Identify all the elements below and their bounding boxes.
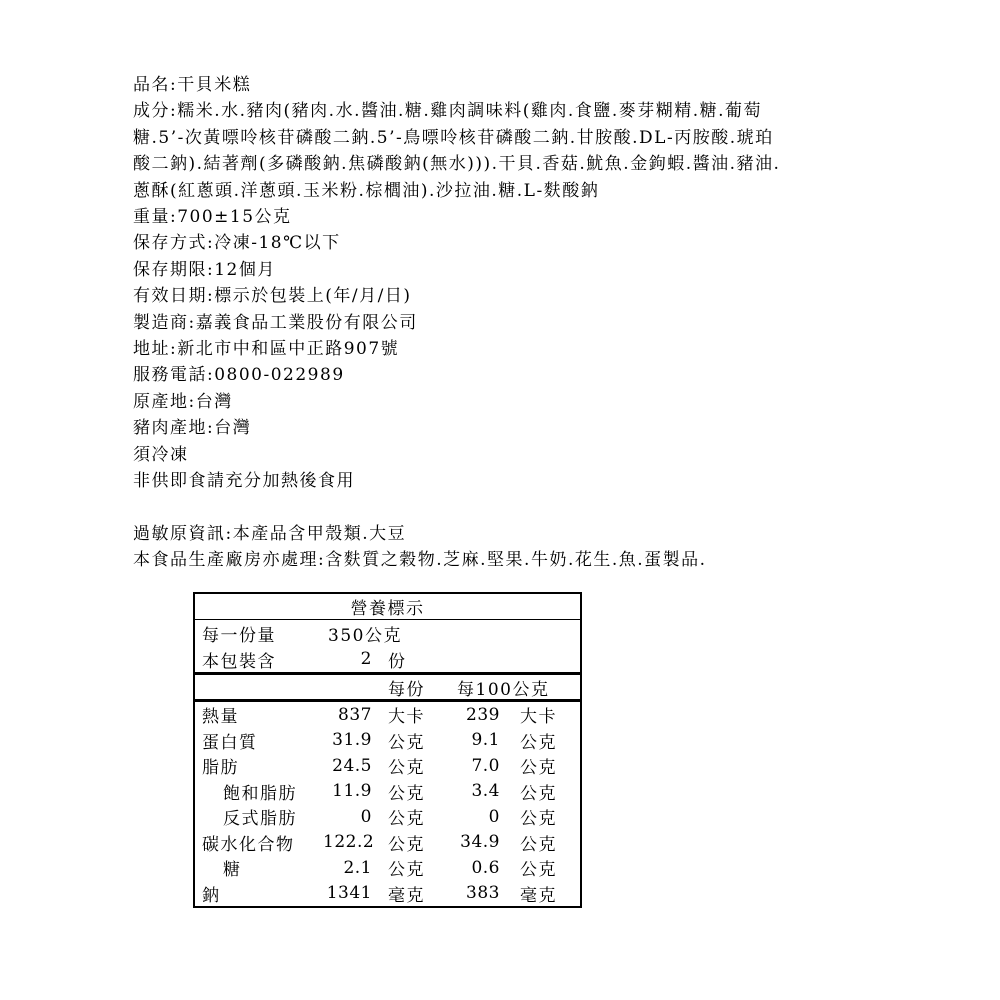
per-100g-unit: 公克 [520,834,557,855]
nutrition-rows [195,702,580,906]
nutrient-name: 脂肪 [202,758,239,779]
per-serving-value: 837 [338,704,372,725]
nutrition-row [195,804,580,830]
allergen-info-line: 過敏原資訊:本產品含甲殼類.大豆 [133,524,407,544]
per-100g-value: 7.0 [471,755,500,776]
product-info-line: 原產地:台灣 [133,391,233,412]
per-serving-value: 2.1 [343,857,372,878]
nutrient-name: 糖 [223,860,242,881]
nutrition-row [195,753,580,779]
per-100g-value: 0 [488,806,500,827]
nutrition-table-title-row [195,594,580,620]
nutrient-name: 碳水化合物 [202,834,295,855]
col-header-per-serving: 每份 [388,679,425,700]
product-info-line: 品名:干貝米糕 [133,75,252,95]
nutrient-name: 蛋白質 [202,732,258,753]
product-info-line: 非供即食請充分加熱後食用 [133,471,355,492]
per-100g-value: 3.4 [471,781,500,802]
product-info-line: 酸二鈉).結著劑(多磷酸鈉.焦磷酸鈉(無水))).干貝.香菇.魷魚.金鉤蝦.醬油.豬油. [133,154,781,175]
per-serving-value: 122.2 [323,832,375,853]
per-serving-unit: 公克 [388,783,425,804]
product-info-block [133,72,780,495]
nutrition-row [195,881,580,907]
per-serving-unit: 毫克 [388,885,425,906]
per-100g-unit: 公克 [520,783,557,804]
per-100g-unit: 大卡 [520,707,557,728]
per-serving-unit: 公克 [388,834,425,855]
per-100g-unit: 公克 [520,732,557,753]
nutrient-name: 反式脂肪 [223,809,297,830]
product-info-line: 須冷凍 [133,444,189,465]
col-header-per-100g: 每100公克 [457,679,550,700]
nutrition-row [195,830,580,856]
product-info-line: 保存期限:12個月 [133,259,276,280]
servings-per-pack-label: 本包裝含 [202,651,276,672]
nutrition-table [193,592,582,908]
serving-size-unit: 公克 [364,625,402,646]
servings-per-pack-row [195,646,580,672]
product-info-line: 製造商:嘉義食品工業股份有限公司 [133,312,418,333]
per-100g-value: 0.6 [471,857,500,878]
per-100g-value: 239 [466,704,500,725]
per-serving-value: 31.9 [332,730,372,751]
product-info-line: 蔥酥(紅蔥頭.洋蔥頭.玉米粉.棕櫚油).沙拉油.糖.L-麩酸鈉 [133,180,600,201]
servings-per-pack-value: 2 [360,649,372,669]
product-info-line: 地址:新北市中和區中正路907號 [133,339,400,360]
per-serving-value: 0 [360,806,372,827]
allergen-info-block [133,521,707,574]
per-100g-value: 383 [466,883,500,904]
nutrient-name: 鈉 [202,885,221,906]
per-100g-value: 34.9 [460,832,500,853]
nutrition-row [195,855,580,881]
serving-size-value-group [323,621,402,646]
per-100g-unit: 公克 [520,809,557,830]
product-info-line: 服務電話:0800-022989 [133,365,345,386]
product-info-line: 保存方式:冷凍-18℃以下 [133,233,341,254]
serving-size-label: 每一份量 [202,625,276,646]
allergen-info-line: 本食品生產廠房亦處理:含麩質之穀物.芝麻.堅果.牛奶.花生.魚.蛋製品. [133,550,707,571]
per-serving-unit: 公克 [388,860,425,881]
per-100g-unit: 公克 [520,860,557,881]
nutrition-table-title: 營養標示 [350,599,425,619]
per-100g-unit: 公克 [520,758,557,779]
per-100g-value: 9.1 [471,730,500,751]
product-info-line: 豬肉產地:台灣 [133,418,252,439]
product-info-line: 重量:700±15公克 [133,207,292,228]
per-serving-unit: 公克 [388,809,425,830]
serving-size-value: 350 [328,625,365,646]
per-serving-value: 11.9 [332,781,372,802]
per-serving-unit: 公克 [388,732,425,753]
serving-size-row [195,620,580,646]
nutrition-serving-section [195,620,580,675]
per-serving-value: 1341 [326,883,372,904]
per-serving-value: 24.5 [332,755,372,776]
product-info-line: 成分:糯米.水.豬肉(豬肉.水.醬油.糖.雞肉調味料(雞肉.食鹽.麥芽糊精.糖.葡萄 [133,101,763,122]
per-serving-unit: 大卡 [388,707,425,728]
per-100g-unit: 毫克 [520,885,557,906]
servings-per-pack-unit: 份 [388,651,407,672]
per-serving-unit: 公克 [388,758,425,779]
nutrient-name: 熱量 [202,707,239,728]
product-info-line: 糖.5’-次黃嘌呤核苷磷酸二鈉.5’-鳥嘌呤核苷磷酸二鈉.甘胺酸.DL-丙胺酸.琥珀 [133,127,774,148]
nutrition-columns-header-row [195,675,580,702]
nutrient-name: 飽和脂肪 [223,783,297,804]
nutrition-row [195,702,580,728]
nutrition-row [195,779,580,805]
product-info-line: 有效日期:標示於包裝上(年/月/日) [133,286,412,307]
nutrition-row [195,728,580,754]
